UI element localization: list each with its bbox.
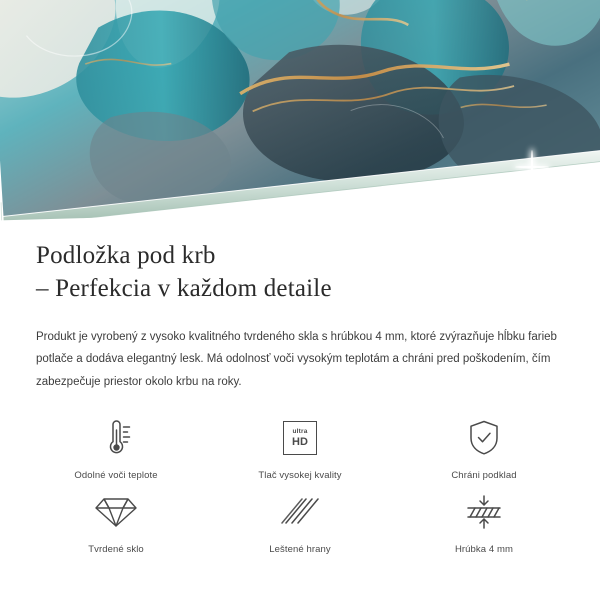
hero-image (0, 0, 600, 222)
feature-label: Chráni podklad (451, 470, 517, 482)
diamond-icon (95, 489, 137, 535)
feature-item-surface-protection (392, 415, 576, 481)
thickness-icon (463, 489, 505, 535)
feature-item-polished-edges (208, 489, 392, 555)
ultra-hd-bottom-label: HD (292, 435, 308, 448)
text-content (0, 222, 600, 393)
polished-edges-icon (280, 489, 320, 535)
feature-label: Odolné voči teplote (74, 470, 158, 482)
feature-label: Tvrdené sklo (88, 544, 144, 556)
feature-label: Tlač vysokej kvality (258, 470, 342, 482)
ultra-hd-icon (283, 415, 317, 461)
feature-item-tempered-glass (24, 489, 208, 555)
thermometer-icon (98, 415, 134, 461)
feature-label: Leštené hrany (269, 544, 331, 556)
shield-check-icon (466, 415, 502, 461)
product-description: Produkt je vyrobený z vysoko kvalitného tvrdeného skla s hrúbkou 4 mm, ktoré zvýrazňuje hĺbku farieb potlače a dodáva elegantný lesk. Má odolnosť voči vysokým teplotám a chráni pred poškodením, čím zabezpečuje priestor okolo krbu na roky. (36, 331, 557, 388)
feature-item-temperature (24, 415, 208, 481)
feature-item-print-quality (208, 415, 392, 481)
marble-fluid-art-glass-panel (0, 0, 600, 221)
page-title (36, 222, 564, 305)
feature-item-thickness (392, 489, 576, 555)
ultra-hd-top-label: ultra (292, 428, 308, 436)
feature-grid (0, 393, 600, 555)
feature-label: Hrúbka 4 mm (454, 544, 514, 556)
headline-line-2: – Perfekcia v každom detaile (36, 274, 332, 302)
headline-line-1: Podložka pod krb (36, 242, 216, 269)
